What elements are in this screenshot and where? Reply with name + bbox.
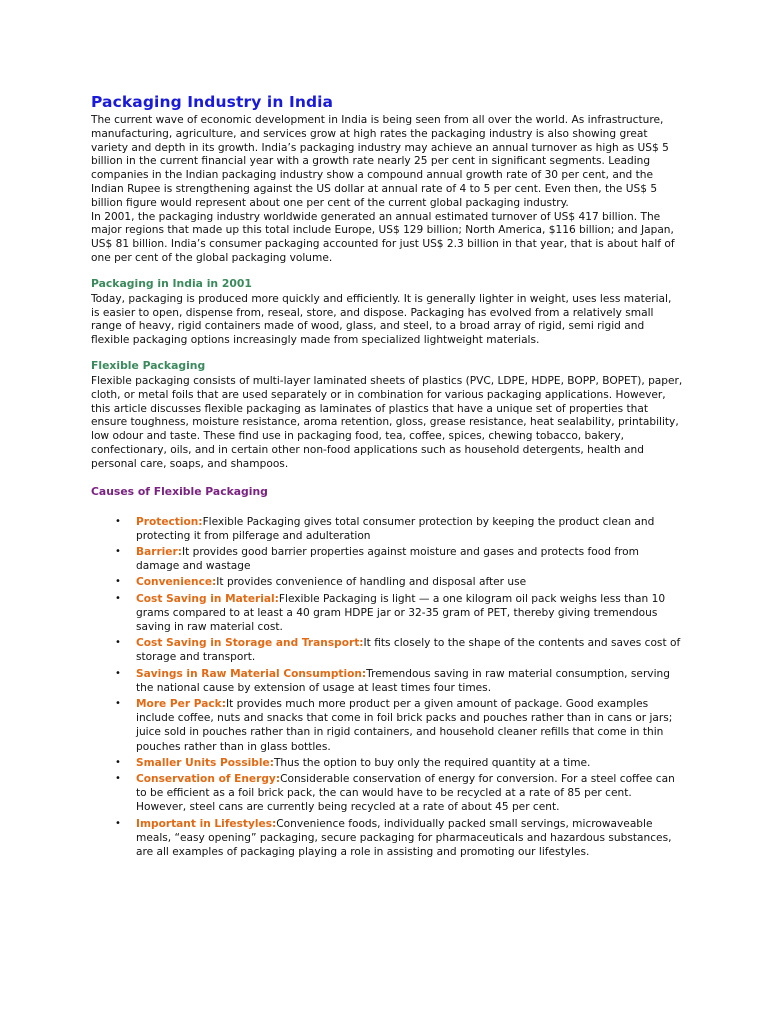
page-title: Packaging Industry in India (91, 93, 334, 111)
bullet-icon: • (115, 515, 121, 527)
cause-term: Cost Saving in Storage and Transport: (136, 637, 364, 650)
bullet-icon: • (115, 756, 121, 768)
cause-term: Smaller Units Possible: (136, 756, 274, 769)
section-text-india-2001: Today, packaging is produced more quickly and efficiently. It is generally lighter in weight, uses less material, is easier to open, dispense from, reseal, store, and dispose. Packaging has evolved from a relatively small range of heavy, rigid containers made of wood, glass, and steel, to a broad array of rigid, semi rigid and flexible packaging options increasingly made from specialized lightweight materials. (91, 292, 672, 347)
cause-term: More Per Pack: (136, 697, 226, 710)
list-item (91, 575, 683, 589)
list-item (91, 667, 683, 695)
bullet-icon: • (115, 817, 121, 829)
bullet-icon: • (115, 545, 121, 557)
list-item (91, 756, 683, 770)
cause-text: Tremendous saving in raw material consumption, serving the national cause by extension of usage at least times four times. (136, 667, 670, 694)
list-item (91, 697, 683, 754)
section-text-flexible-packaging: Flexible packaging consists of multi-layer laminated sheets of plastics (PVC, LDPE, HDPE, BOPP, BOPET), paper, cloth, or metal foils that are used separately or in combination for various packaging applications. However, this article discusses flexible packaging as laminates of plastics that have a unique set of properties that ensure toughness, moisture resistance, aroma retention, gloss, grease resistance, heat sealability, printability, low odour and taste. These find use in packaging food, tea, coffee, spices, chewing tobacco, bakery, confectionary, oils, and in certain other non-food applications such as household detergents, health and personal care, soaps, and shampoos. (91, 374, 683, 470)
cause-term: Conservation of Energy: (136, 772, 281, 785)
cause-text: Convenience foods, individually packed small servings, microwaveable meals, “easy opening” packaging, secure packaging for pharmaceuticals and hazardous substances, are all examples of packaging playing a role in assisting and promoting our lifestyles. (136, 817, 672, 858)
cause-term: Savings in Raw Material Consumption: (136, 667, 367, 680)
intro-paragraph-2: In 2001, the packaging industry worldwide generated an annual estimated turnover of US$ 417 billion. The major regions that made up this total include Europe, US$ 129 billion; North America, $116 billion; and Japan, US$ 81 billion. India’s consumer packaging accounted for just US$ 2.3 billion in that year, that is about half of one per cent of the global packaging volume. (91, 210, 675, 264)
cause-term: Convenience: (136, 576, 217, 589)
cause-text: Considerable conservation of energy for conversion. For a steel coffee can to be efficient as a foil brick pack, the can would have to be recycled at a rate of 85 per cent. However, steel cans are currently being recycled at a rate of about 45 per cent. (136, 772, 675, 814)
cause-term: Cost Saving in Material: (136, 592, 279, 605)
bullet-icon: • (115, 637, 121, 649)
document-page (91, 92, 683, 861)
bullet-icon: • (115, 576, 121, 588)
cause-text: Flexible Packaging gives total consumer protection by keeping the product clean and protecting it from pilferage and adulteration (136, 515, 655, 542)
section-heading-causes: Causes of Flexible Packaging (91, 484, 268, 498)
cause-term: Important in Lifestyles: (136, 817, 277, 830)
bullet-icon: • (115, 667, 121, 679)
causes-list (91, 515, 683, 860)
bullet-icon: • (115, 592, 121, 604)
list-item (91, 515, 683, 543)
cause-text: Thus the option to buy only the required quantity at a time. (273, 756, 591, 769)
cause-text: Flexible Packaging is light — a one kilogram oil pack weighs less than 10 grams compared to at least a 40 gram HDPE jar or 32-35 gram of PET, thereby giving tremendous saving in raw material cost. (136, 592, 666, 633)
list-item (91, 545, 683, 573)
cause-term: Barrier: (136, 545, 182, 558)
list-item (91, 772, 683, 815)
cause-text: It provides good barrier properties against moisture and gases and protects food from damage and wastage (136, 545, 639, 573)
cause-text: It provides much more product per a given amount of package. Good examples include coffee, nuts and snacks that come in foil brick packs and pouches rather than in cans or jars; juice sold in pouches rather than in rigid containers, and household cleaner refills that come in thin pouches rather than in glass bottles. (136, 697, 673, 753)
section-heading-india-2001: Packaging in India in 2001 (91, 276, 252, 290)
section-heading-flexible-packaging: Flexible Packaging (91, 358, 206, 372)
intro-paragraph-1: The current wave of economic development in India is being seen from all over the world. As infrastructure, manufacturing, agriculture, and services grow at high rates the packaging industry is also showing great variety and depth in its growth. India’s packaging industry may achieve an annual turnover as high as US$ 5 billion in the current financial year with a growth rate nearly 25 per cent in significant segments. Leading companies in the Indian packaging industry show a compound annual growth rate of 30 per cent, and the Indian Rupee is strengthening against the US dollar at annual rate of 4 to 5 per cent. Even then, the US$ 5 billion figure would represent about one per cent of the current global packaging industry. (91, 114, 669, 209)
bullet-icon: • (115, 697, 121, 709)
bullet-icon: • (115, 772, 121, 784)
cause-text: It provides convenience of handling and disposal after use (216, 576, 527, 589)
list-item (91, 636, 683, 664)
cause-text: It fits closely to the shape of the contents and saves cost of storage and transport. (136, 637, 681, 664)
list-item (91, 592, 683, 635)
list-item (91, 817, 683, 860)
cause-term: Protection: (136, 515, 203, 528)
